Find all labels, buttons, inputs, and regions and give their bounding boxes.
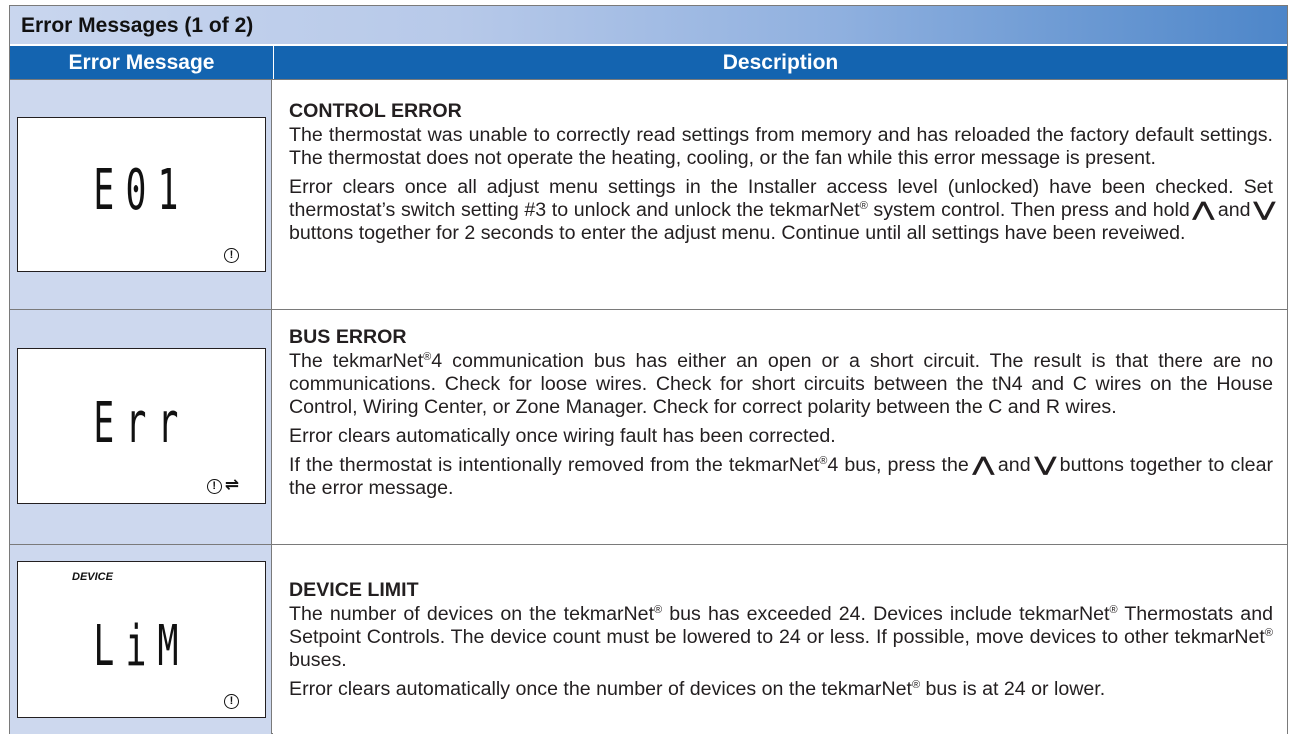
- lcd-text: Err: [93, 391, 190, 456]
- lcd-device-label: DEVICE: [72, 571, 113, 583]
- description-paragraph: Error clears once all adjust menu settings in the Installer access level (unlocked) have been checked. Set thermostat’s switch setting #3 to unlock and unlock the tekmarNet® system control. Then press and hold ⋀ and ⋁ buttons together for 2 seconds to enter the adjust menu. Continue until all settings have been reveiwed.: [289, 176, 1276, 244]
- column-header-error-message: Error Message: [68, 51, 215, 74]
- error-display-cell: [10, 310, 272, 544]
- warning-icon: !: [207, 479, 222, 494]
- up-arrow-icon: ⋀: [1192, 199, 1216, 221]
- description-paragraph: Error clears automatically once wiring fault has been corrected.: [289, 425, 836, 447]
- warning-icon: !: [224, 694, 239, 709]
- description-paragraph: Error clears automatically once the number of devices on the tekmarNet® bus is at 24 or lower.: [289, 678, 1106, 700]
- error-display-cell: [10, 80, 272, 309]
- error-heading: CONTROL ERROR: [289, 100, 462, 122]
- down-arrow-icon: ⋁: [1033, 454, 1057, 476]
- lcd-status-icons: [207, 475, 239, 495]
- lcd-text: E01: [93, 158, 190, 223]
- bus-icon: ⇌: [224, 475, 239, 494]
- error-messages-table: [9, 5, 1288, 734]
- warning-icon: !: [224, 248, 239, 263]
- error-display-cell: [10, 545, 272, 734]
- registered-mark: ®: [423, 351, 432, 363]
- description-text: [289, 326, 1273, 506]
- description-paragraph: The tekmarNet®4 communication bus has either an open or a short circuit. The result is that there are no communications. Check for loose wires. Check for short circuits between the tN4 and C wires on the House Control, Wiring Center, or Zone Manager. Check for correct polarity between the C and R wires.: [289, 350, 1273, 418]
- description-paragraph: The number of devices on the tekmarNet® bus has exceeded 24. Devices include tekmarNet® Thermostats and Setpoint Controls. The device count must be lowered to 24 or less. If possible, move devices to other tekmarNet® buses.: [289, 603, 1273, 671]
- registered-mark: ®: [1109, 604, 1118, 616]
- description-cell: [273, 80, 1287, 309]
- lcd-display: [17, 348, 266, 504]
- lcd-display: [17, 117, 266, 272]
- error-heading: BUS ERROR: [289, 326, 407, 348]
- description-text: [289, 579, 1273, 707]
- table-row: [10, 79, 1287, 309]
- table-header: [10, 46, 1287, 79]
- registered-mark: ®: [819, 455, 828, 467]
- description-text: [289, 100, 1276, 251]
- lcd-text: LiM: [93, 614, 190, 679]
- lcd-status-icons: [224, 691, 239, 709]
- column-header-description: Description: [273, 46, 1287, 79]
- lcd-status-icons: [224, 245, 239, 263]
- description-paragraph: The thermostat was unable to correctly read settings from memory and has reloaded the factory default settings. The thermostat does not operate the heating, cooling, or the fan while this error message is present.: [289, 124, 1273, 169]
- registered-mark: ®: [911, 679, 921, 691]
- registered-mark: ®: [1264, 627, 1273, 639]
- up-arrow-icon: ⋀: [971, 454, 995, 476]
- lcd-display: [17, 561, 266, 718]
- table-title: Error Messages (1 of 2): [21, 14, 254, 37]
- description-cell: [273, 310, 1287, 544]
- registered-mark: ®: [859, 200, 868, 212]
- description-paragraph: If the thermostat is intentionally removed from the tekmarNet®4 bus, press the ⋀ and ⋁ buttons together to clear the error message.: [289, 454, 1273, 499]
- table-row: [10, 544, 1287, 734]
- table-row: [10, 309, 1287, 544]
- error-heading: DEVICE LIMIT: [289, 579, 419, 601]
- table-title-bar: [10, 6, 1287, 45]
- description-cell: [273, 545, 1287, 734]
- registered-mark: ®: [654, 604, 663, 616]
- down-arrow-icon: ⋁: [1253, 199, 1276, 221]
